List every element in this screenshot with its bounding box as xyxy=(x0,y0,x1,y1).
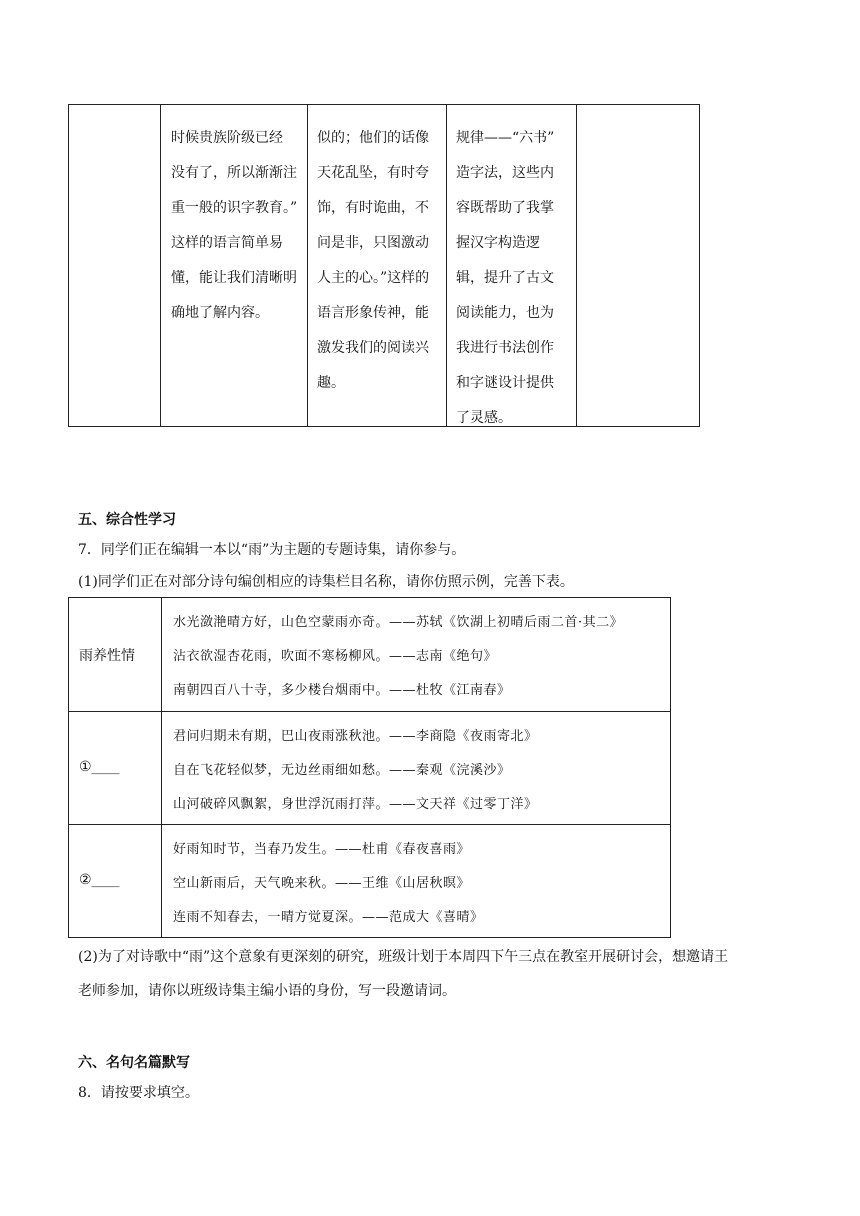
question-7-part-2-cont: 老师参加，请你以班级诗集主编小语的身份，写一段邀请词。 xyxy=(78,983,456,999)
table-divider xyxy=(160,105,161,426)
section-heading: 五、综合性学习 xyxy=(78,512,176,528)
continuation-table xyxy=(68,104,700,427)
table-cell-col2: 时候贵族阶级已经 没有了，所以渐渐注 重一般的识字教育。” 这样的语言简单易 懂，能让我们清晰明 确地了解内容。 xyxy=(171,130,298,321)
table-divider xyxy=(446,105,447,426)
row-label: 雨养性情 xyxy=(79,648,135,664)
section-heading: 六、名句名篇默写 xyxy=(78,1055,190,1071)
question-7-part-1: (1)同学们正在对部分诗句编创相应的诗集栏目名称，请你仿照示例，完善下表。 xyxy=(78,574,574,590)
table-divider xyxy=(576,105,577,426)
poem-line: 南朝四百八十寺，多少楼台烟雨中。——杜牧《江南春》 xyxy=(173,683,511,698)
poem-line: 自在飞花轻似梦，无边丝雨细如愁。——秦观《浣溪沙》 xyxy=(173,763,511,778)
poem-line: 连雨不知春去，一晴方觉夏深。——范成大《喜晴》 xyxy=(173,910,484,925)
row-label-blank: ②____ xyxy=(79,872,120,888)
row-label-blank: ①____ xyxy=(79,759,120,775)
table-divider xyxy=(69,824,670,825)
poem-line: 空山新雨后，天气晚来秋。——王维《山居秋暝》 xyxy=(173,876,471,891)
table-divider xyxy=(307,105,308,426)
table-cell-col4: 规律——“六书” 造字法，这些内 容既帮助了我掌 握汉字构造逻 辑，提升了古文 阅读能力，也为 我进行书法创作 和字谜设计提供 了灵感。 xyxy=(456,130,555,426)
poem-line: 君问归期未有期，巴山夜雨涨秋池。——李商隐《夜雨寄北》 xyxy=(173,729,538,744)
poem-table xyxy=(68,597,671,938)
question-7-part-2: (2)为了对诗歌中“雨”这个意象有更深刻的研究，班级计划于本周四下午三点在教室开展研讨会，想邀请王 xyxy=(78,949,729,965)
table-cell-col3: 似的；他们的话像 天花乱坠，有时夸 饰，有时诡曲，不 问是非，只图激动 人主的心。”这样的 语言形象传神，能 激发我们的阅读兴 趣。 xyxy=(317,130,430,391)
poem-line: 好雨知时节，当春乃发生。——杜甫《春夜喜雨》 xyxy=(173,842,471,857)
poem-line: 水光潋滟晴方好，山色空蒙雨亦奇。——苏轼《饮湖上初晴后雨二首·其二》 xyxy=(173,615,624,630)
poem-line: 山河破碎风飘絮，身世浮沉雨打萍。——文天祥《过零丁洋》 xyxy=(173,797,538,812)
table-divider xyxy=(69,711,670,712)
question-8: 8．请按要求填空。 xyxy=(78,1085,199,1101)
poem-line: 沾衣欲湿杏花雨，吹面不寒杨柳风。——志南《绝句》 xyxy=(173,649,498,664)
table-divider xyxy=(161,598,162,937)
question-7: 7．同学们正在编辑一本以“雨”为主题的专题诗集，请你参与。 xyxy=(78,542,466,558)
